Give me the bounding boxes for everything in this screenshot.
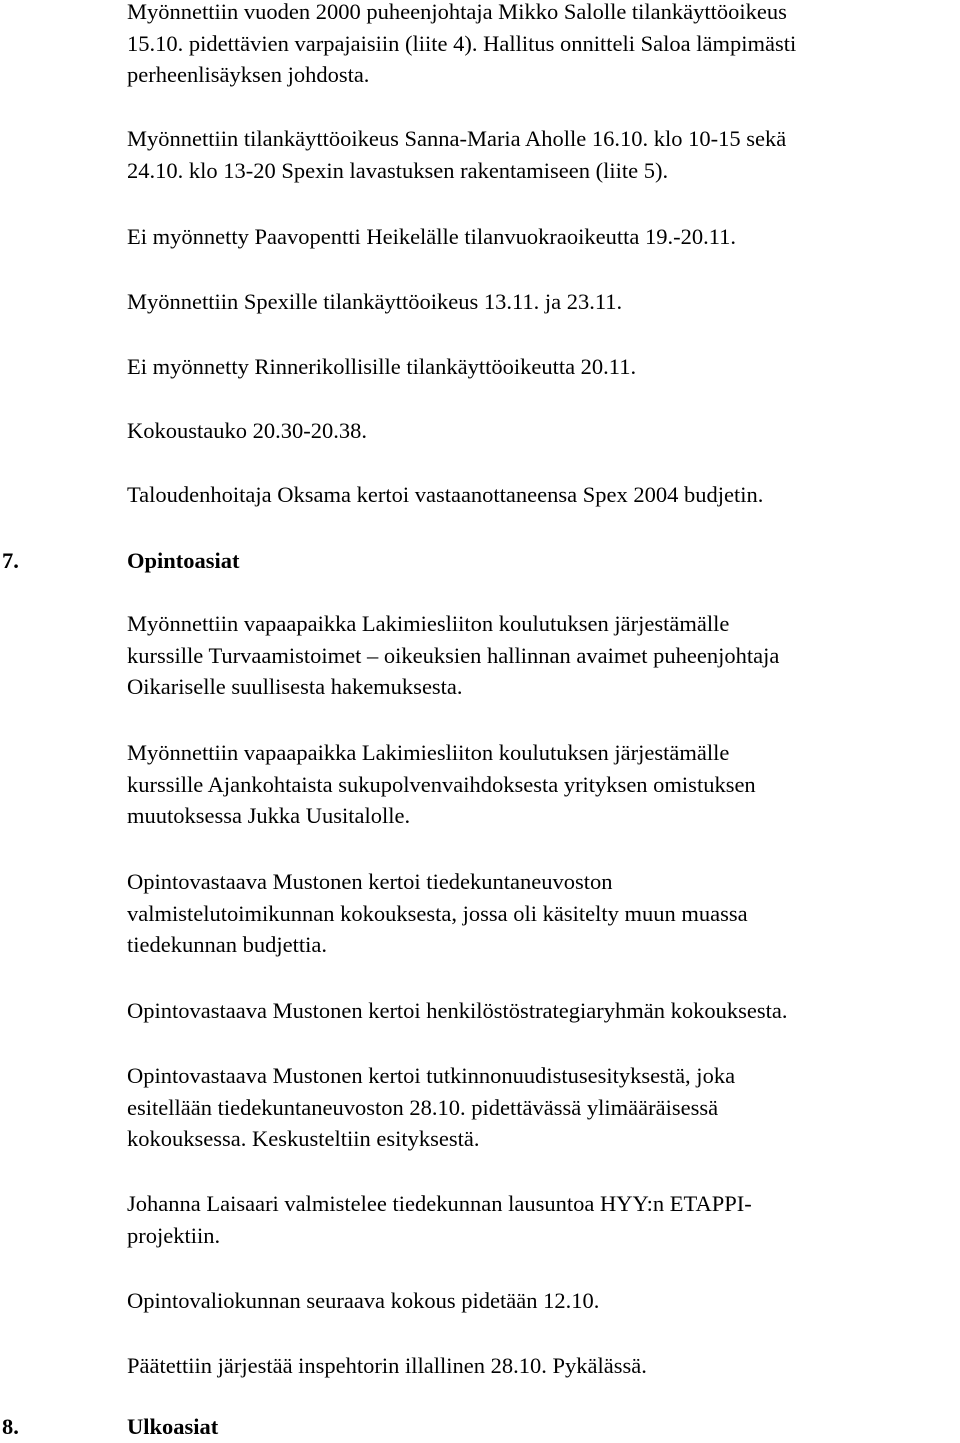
text-line: Oikariselle suullisesta hakemuksesta. bbox=[127, 674, 463, 699]
paragraph-inspector-dinner bbox=[127, 1350, 957, 1382]
text-line: Opintovastaava Mustonen kertoi tutkinnonuudistusesityksestä, joka bbox=[127, 1063, 736, 1088]
text-line: Myönnettiin tilankäyttöoikeus Sanna-Maria Aholle 16.10. klo 10-15 sekä bbox=[127, 126, 787, 151]
text-line: kokouksessa. Keskusteltiin esityksestä. bbox=[127, 1126, 480, 1151]
paragraph-etappi bbox=[127, 1188, 957, 1251]
paragraph-rinnerikolliset-denied bbox=[127, 351, 957, 383]
paragraph-free-place-uusitalo bbox=[127, 737, 957, 832]
paragraph-spex-budget bbox=[127, 479, 957, 511]
text-line: muutoksessa Jukka Uusitalolle. bbox=[127, 803, 411, 828]
paragraph-next-meeting bbox=[127, 1285, 957, 1317]
text-line: projektiin. bbox=[127, 1222, 221, 1248]
text-line: valmistelutoimikunnan kokouksesta, jossa oli käsitelty muun muassa bbox=[127, 900, 748, 926]
section-number: 7. bbox=[2, 548, 19, 573]
text-line: Ei myönnetty Paavopentti Heikelälle tilanvuokraoikeutta 19.-20.11. bbox=[127, 224, 737, 249]
text-line: Opintovastaava Mustonen kertoi tiedekuntaneuvoston bbox=[127, 869, 613, 894]
section-number: 8. bbox=[2, 1414, 19, 1439]
text-line: kurssille Ajankohtaista sukupolvenvaihdoksesta yrityksen omistuksen bbox=[127, 771, 756, 797]
text-line: Myönnettiin Spexille tilankäyttöoikeus 13.11. ja 23.11. bbox=[127, 289, 623, 314]
text-line: perheenlisäyksen johdosta. bbox=[127, 62, 370, 87]
paragraph-salo-permit bbox=[127, 0, 957, 91]
text-line: Opintovastaava Mustonen kertoi henkilöstöstrategiaryhmän kokouksesta. bbox=[127, 998, 788, 1023]
paragraph-aho-permit bbox=[127, 123, 957, 186]
paragraph-free-place-oikarinen bbox=[127, 608, 957, 703]
paragraph-degree-reform bbox=[127, 1060, 957, 1155]
text-line: Päätettiin järjestää inspehtorin illallinen 28.10. Pykälässä. bbox=[127, 1353, 647, 1378]
paragraph-spex-permit bbox=[127, 286, 957, 318]
text-line: Myönnettiin vuoden 2000 puheenjohtaja Mikko Salolle tilankäyttöoikeus bbox=[127, 0, 787, 24]
text-line: Myönnettiin vapaapaikka Lakimiesliiton koulutuksen järjestämälle bbox=[127, 611, 730, 636]
text-line: Myönnettiin vapaapaikka Lakimiesliiton koulutuksen järjestämälle bbox=[127, 740, 730, 765]
text-line: esitellään tiedekuntaneuvoston 28.10. pidettävässä ylimääräisessä bbox=[127, 1094, 719, 1120]
paragraph-heikela-denied bbox=[127, 221, 957, 253]
text-line: 24.10. klo 13-20 Spexin lavastuksen rakentamiseen (liite 5). bbox=[127, 157, 669, 183]
text-line: Johanna Laisaari valmistelee tiedekunnan lausuntoa HYY:n ETAPPI- bbox=[127, 1191, 752, 1216]
text-line: Ei myönnetty Rinnerikollisille tilankäyttöoikeutta 20.11. bbox=[127, 354, 637, 379]
text-line: 15.10. pidettävien varpajaisiin (liite 4). Hallitus onnitteli Saloa lämpimästi bbox=[127, 30, 797, 56]
text-line: Opintovaliokunnan seuraava kokous pidetään 12.10. bbox=[127, 1288, 600, 1313]
paragraph-break bbox=[127, 415, 957, 447]
paragraph-hr-strategy bbox=[127, 995, 957, 1027]
text-line: kurssille Turvaamistoimet – oikeuksien hallinnan avaimet puheenjohtaja bbox=[127, 642, 780, 668]
section-title: Ulkoasiat bbox=[127, 1414, 219, 1439]
text-line: Taloudenhoitaja Oksama kertoi vastaanottaneensa Spex 2004 budjetin. bbox=[127, 482, 764, 507]
text-line: Kokoustauko 20.30-20.38. bbox=[127, 418, 367, 443]
section-title: Opintoasiat bbox=[127, 548, 240, 573]
text-line: tiedekunnan budjettia. bbox=[127, 932, 327, 957]
paragraph-faculty-council bbox=[127, 866, 957, 961]
